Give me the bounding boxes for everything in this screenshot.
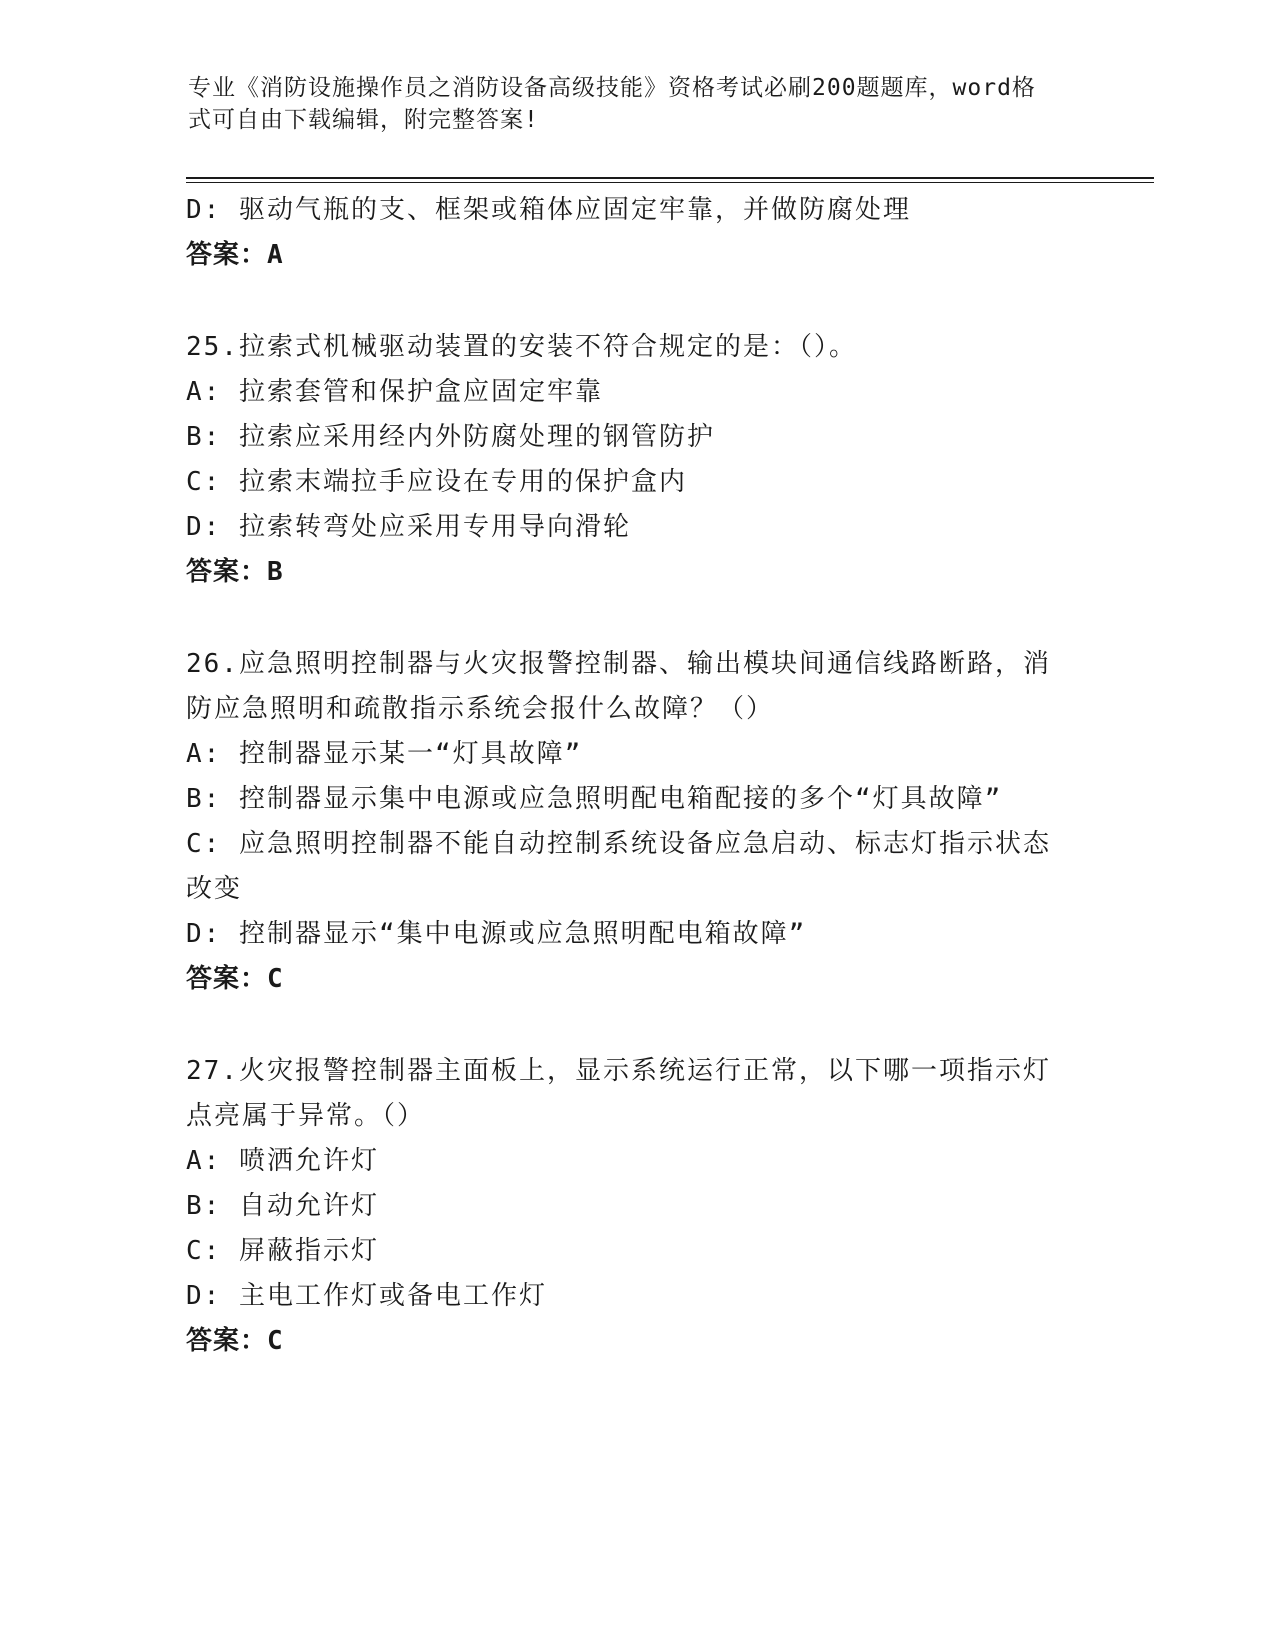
answer-line: 答案：C bbox=[186, 1326, 284, 1356]
option-a: A: 控制器显示某一“灯具故障” bbox=[186, 739, 583, 769]
question-25 bbox=[186, 325, 1086, 595]
option-a: A: 喷洒允许灯 bbox=[186, 1146, 379, 1176]
header-divider-thick bbox=[186, 177, 1154, 179]
option-a: A: 拉索套管和保护盒应固定牢靠 bbox=[186, 377, 603, 407]
option-c: C: 屏蔽指示灯 bbox=[186, 1236, 379, 1266]
question-stem-line-1: 27.火灾报警控制器主面板上，显示系统运行正常，以下哪一项指示灯 bbox=[186, 1056, 1051, 1086]
option-c-line-1: C: 应急照明控制器不能自动控制系统设备应急启动、标志灯指示状态 bbox=[186, 829, 1051, 859]
option-b: B: 自动允许灯 bbox=[186, 1191, 379, 1221]
option-b: B: 控制器显示集中电源或应急照明配电箱配接的多个“灯具故障” bbox=[186, 784, 1003, 814]
question-stem: 25.拉索式机械驱动装置的安装不符合规定的是：（）。 bbox=[186, 332, 857, 362]
option-c-line-2: 改变 bbox=[186, 874, 243, 904]
answer-line: 答案：A bbox=[186, 240, 284, 270]
spacer bbox=[186, 1002, 1086, 1049]
option-d: D: 主电工作灯或备电工作灯 bbox=[186, 1281, 547, 1311]
header-line-2: 式可自由下载编辑，附完整答案! bbox=[188, 107, 539, 133]
question-stem-line-2: 防应急照明和疏散指示系统会报什么故障？（） bbox=[186, 694, 775, 724]
answer-line: 答案：B bbox=[186, 557, 284, 587]
option-c: C: 拉索末端拉手应设在专用的保护盒内 bbox=[186, 467, 687, 497]
question-stem-line-2: 点亮属于异常。（） bbox=[186, 1101, 426, 1131]
question-stem-line-1: 26.应急照明控制器与火灾报警控制器、输出模块间通信线路断路，消 bbox=[186, 649, 1051, 679]
question-27 bbox=[186, 1049, 1086, 1364]
option-d: D: 控制器显示“集中电源或应急照明配电箱故障” bbox=[186, 919, 807, 949]
header-line-1: 专业《消防设施操作员之消防设备高级技能》资格考试必刷200题题库，word格 bbox=[188, 75, 1036, 101]
option-d: D: 驱动气瓶的支、框架或箱体应固定牢靠，并做防腐处理 bbox=[186, 195, 911, 225]
spacer bbox=[186, 278, 1086, 325]
option-b: B: 拉索应采用经内外防腐处理的钢管防护 bbox=[186, 422, 715, 452]
spacer bbox=[186, 595, 1086, 642]
option-d: D: 拉索转弯处应采用专用导向滑轮 bbox=[186, 512, 631, 542]
question-content bbox=[186, 188, 1086, 1364]
header-divider-thin bbox=[186, 182, 1154, 183]
answer-line: 答案：C bbox=[186, 964, 284, 994]
question-26 bbox=[186, 642, 1086, 1002]
page-header bbox=[188, 72, 1068, 136]
previous-question-tail bbox=[186, 188, 1086, 278]
